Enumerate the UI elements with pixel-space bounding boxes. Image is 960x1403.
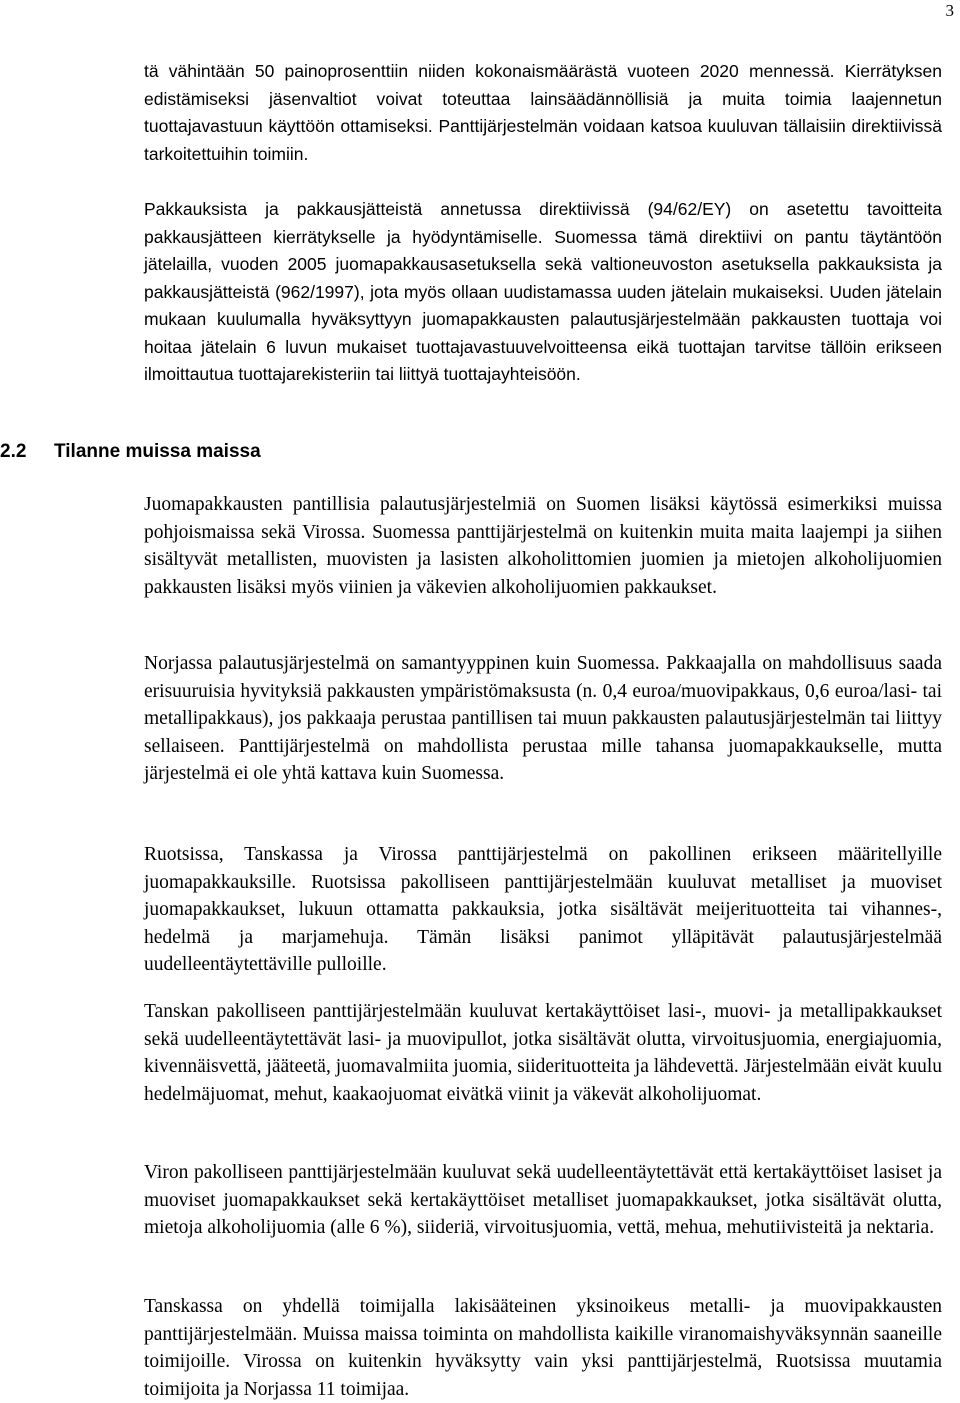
paragraph-estonia: Viron pakolliseen panttijärjestelmään kuuluvat sekä uudelleentäytettävät että kertakäyttöiset lasiset ja muoviset juomapakkaukset sekä kertakäyttöiset metalliset juomapakkaukset, jotka sisältävät olutta, mietoja alkoholijuomia (alle 6 %), siideriä, virvoitusjuomia, vettä, mehua, mehutiivisteitä ja nektaria. xyxy=(144,1162,942,1238)
section-title: Tilanne muissa maissa xyxy=(54,441,261,462)
section-heading xyxy=(0,438,261,466)
paragraph-sweden: Ruotsissa, Tanskassa ja Virossa panttijärjestelmä on pakollinen erikseen määritellyille juomapakkauksille. Ruotsissa pakolliseen panttijärjestelmään kuuluvat metalliset ja muoviset juomapakkaukset, lukuun ottamatta pakkauksia, jotka sisältävät meijerituotteita tai vihannes-, hedelmä ja marjamehuja. Tämän lisäksi panimot ylläpitävät palautusjärjestelmää uudelleentäytettäville pulloille. xyxy=(144,844,942,975)
paragraph-operators: Tanskassa on yhdellä toimijalla lakisääteinen yksinoikeus metalli- ja muovipakkausten panttijärjestelmään. Muissa maissa toiminta on mahdollista kaikille viranomaishyväksynnän saaneille toimijoille. Virossa on kuitenkin hyväksytty vain yksi panttijärjestelmä, Ruotsissa muutamia toimijoita ja Norjassa 11 toimijaa. xyxy=(144,1296,942,1400)
paragraph-eu-targets: tä vähintään 50 painoprosenttiin niiden kokonaismäärästä vuoteen 2020 mennessä. Kierrätyksen edistämiseksi jäsenvaltiot voivat toteuttaa lainsäädännöllisiä ja muita toimia laajennetun tuottajavastuun käyttöön ottamiseksi. Panttijärjestelmän voidaan katsoa kuuluvan tällaisiin direktiivissä tarkoitettuihin toimiin. xyxy=(144,61,942,164)
paragraph-packaging-directive: Pakkauksista ja pakkausjätteistä annetussa direktiivissä (94/62/EY) on asetettu tavoitteita pakkausjätteen kierrätykselle ja hyödyntämiselle. Suomessa tämä direktiivi on pantu täytäntöön jätelailla, vuoden 2005 juomapakkausasetuksella sekä valtioneuvoston asetuksella pakkauksista ja pakkausjätteistä (962/1997), jota myös ollaan uudistamassa uuden jätelain mukaiseksi. Uuden jätelain mukaan kuulumalla hyväksyttyyn juomapakkausten palautusjärjestelmään pakkausten tuottaja voi hoitaa jätelain 6 luvun mukaiset tuottajavastuuvelvoitteensa eikä tuottajan tarvitse tällöin erikseen ilmoittautua tuottajarekisteriin tai liittyä tuottajayhteisöön. xyxy=(144,199,942,384)
section-number: 2.2 xyxy=(0,441,27,462)
paragraph-norway: Norjassa palautusjärjestelmä on samantyyppinen kuin Suomessa. Pakkaajalla on mahdollisuus saada erisuuruisia hyvityksiä pakkausten ympäristömaksusta (n. 0,4 euroa/muovipakkaus, 0,6 euroa/lasi- tai metallipakkaus), jos pakkaaja perustaa pantillisen tai muun pakkausten palautusjärjestelmän tai liittyy sellaiseen. Panttijärjestelmä on mahdollista perustaa mille tahansa juomapakkaukselle, mutta järjestelmä ei ole yhtä kattava kuin Suomessa. xyxy=(144,653,942,784)
paragraph-denmark: Tanskan pakolliseen panttijärjestelmään kuuluvat kertakäyttöiset lasi-, muovi- ja metallipakkaukset sekä uudelleentäytettävät lasi- ja muovipullot, jotka sisältävät olutta, virvoitusjuomia, energiajuomia, kivennäisvettä, jääteetä, juomavalmiita juomia, siiderituotteita ja lähdevettä. Järjestelmään eivät kuulu hedelmäjuomat, mehut, kaakaojuomat eivätkä viinit ja väkevät alkoholijuomat. xyxy=(144,1001,942,1105)
paragraph-nordic-overview: Juomapakkausten pantillisia palautusjärjestelmiä on Suomen lisäksi käytössä esimerkiksi muissa pohjoismaissa sekä Virossa. Suomessa panttijärjestelmä on kuitenkin muita maita laajempi ja siihen sisältyvät metallisten, muovisten ja lasisten alkoholittomien juomien ja mietojen alkoholijuomien pakkausten lisäksi myös viinien ja väkevien alkoholijuomien pakkaukset. xyxy=(144,494,942,598)
page-number: 3 xyxy=(945,1,954,20)
